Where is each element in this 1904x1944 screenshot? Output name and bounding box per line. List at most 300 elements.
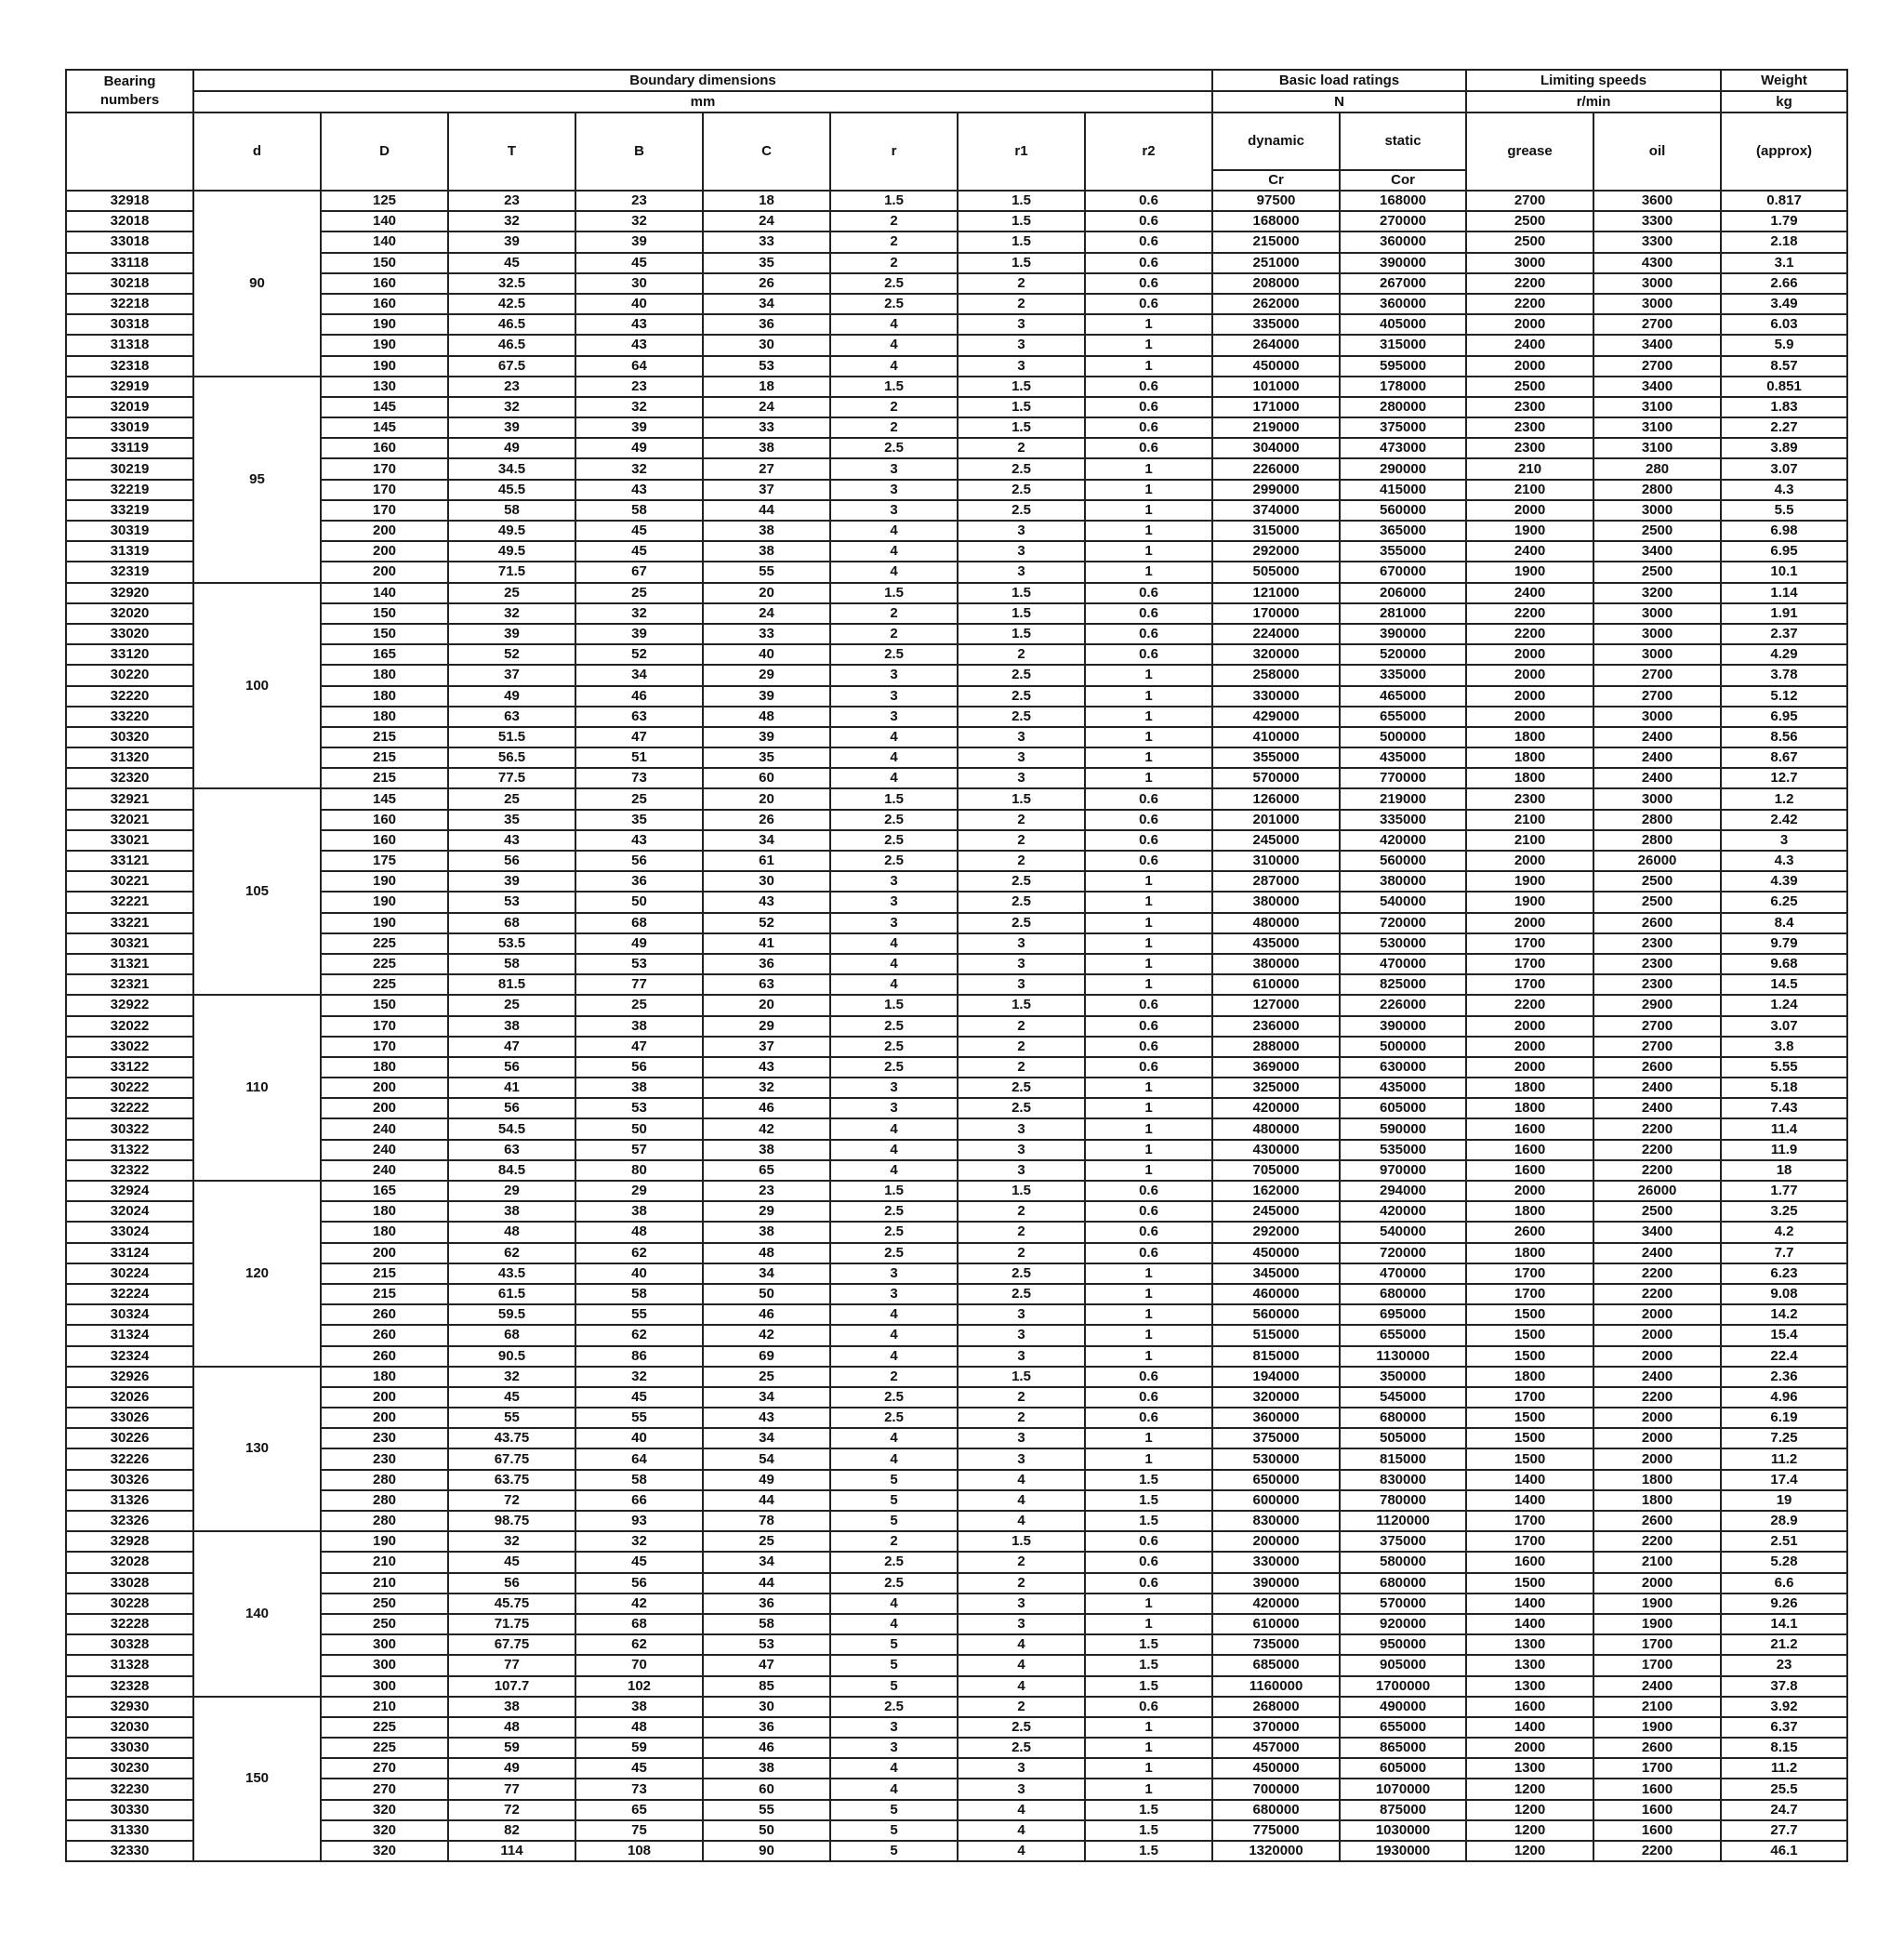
- table-cell: 685000: [1212, 1655, 1340, 1675]
- table-cell: 2400: [1593, 727, 1721, 747]
- table-cell: 5.55: [1721, 1057, 1847, 1078]
- table-cell: 4: [830, 1614, 958, 1634]
- table-cell: 45: [448, 1552, 575, 1572]
- table-cell: 4: [830, 1325, 958, 1345]
- table-cell: 178000: [1340, 377, 1466, 397]
- table-cell: 4: [958, 1490, 1085, 1511]
- bearing-number-cell: 33026: [66, 1408, 193, 1428]
- table-cell: 3: [830, 1078, 958, 1098]
- table-cell: 170: [321, 480, 448, 500]
- table-cell: 67.75: [448, 1448, 575, 1469]
- bearing-number-cell: 33028: [66, 1573, 193, 1594]
- table-cell: 1.5: [830, 995, 958, 1015]
- table-cell: 2400: [1466, 335, 1593, 355]
- table-cell: 215: [321, 768, 448, 788]
- table-cell: 3.1: [1721, 253, 1847, 273]
- table-cell: 1.5: [1085, 1490, 1212, 1511]
- header-limiting-speeds: Limiting speeds: [1466, 70, 1721, 91]
- bearing-number-cell: 33219: [66, 500, 193, 521]
- table-cell: 1.2: [1721, 788, 1847, 809]
- header-cr: Cr: [1212, 170, 1340, 191]
- table-cell: 59: [448, 1738, 575, 1758]
- table-cell: 48: [448, 1717, 575, 1738]
- table-cell: 3: [830, 1717, 958, 1738]
- table-cell: 2000: [1466, 500, 1593, 521]
- table-cell: 14.1: [1721, 1614, 1847, 1634]
- table-cell: 20: [703, 788, 830, 809]
- table-cell: 2.5: [830, 294, 958, 314]
- table-cell: 260: [321, 1346, 448, 1367]
- table-cell: 1.91: [1721, 603, 1847, 624]
- table-row: [66, 1387, 1847, 1408]
- table-cell: 3: [958, 933, 1085, 954]
- table-cell: 2.5: [830, 1243, 958, 1263]
- table-cell: 2.5: [830, 1573, 958, 1594]
- table-cell: 610000: [1212, 974, 1340, 995]
- table-cell: 32: [575, 458, 703, 479]
- table-cell: 3: [830, 871, 958, 892]
- table-row: [66, 851, 1847, 871]
- table-cell: 5.5: [1721, 500, 1847, 521]
- table-cell: 2000: [1466, 707, 1593, 727]
- table-cell: 55: [575, 1408, 703, 1428]
- table-cell: 26000: [1593, 851, 1721, 871]
- table-cell: 49.5: [448, 541, 575, 562]
- table-cell: 1: [1085, 1098, 1212, 1118]
- header-approx: (approx): [1721, 112, 1847, 191]
- table-cell: 2000: [1466, 665, 1593, 685]
- table-cell: 369000: [1212, 1057, 1340, 1078]
- table-cell: 3: [958, 314, 1085, 335]
- table-cell: 3000: [1593, 707, 1721, 727]
- table-cell: 1200: [1466, 1800, 1593, 1820]
- table-cell: 3400: [1593, 1222, 1721, 1242]
- header-grease: grease: [1466, 112, 1593, 191]
- table-cell: 44: [703, 500, 830, 521]
- table-cell: 1.5: [958, 231, 1085, 252]
- table-cell: 2.5: [830, 1037, 958, 1057]
- table-row: [66, 1841, 1847, 1861]
- table-cell: 140: [321, 583, 448, 603]
- table-cell: 4: [958, 1676, 1085, 1697]
- table-cell: 0.6: [1085, 211, 1212, 231]
- table-cell: 145: [321, 397, 448, 417]
- table-cell: 171000: [1212, 397, 1340, 417]
- table-cell: 780000: [1340, 1490, 1466, 1511]
- table-cell: 6.37: [1721, 1717, 1847, 1738]
- table-cell: 2: [958, 1037, 1085, 1057]
- table-cell: 1120000: [1340, 1511, 1466, 1531]
- table-cell: 2.5: [830, 1222, 958, 1242]
- table-cell: 5.12: [1721, 686, 1847, 707]
- table-cell: 38: [703, 541, 830, 562]
- table-cell: 70: [575, 1655, 703, 1675]
- table-cell: 25: [703, 1531, 830, 1552]
- table-cell: 5: [830, 1841, 958, 1861]
- bearing-number-cell: 32222: [66, 1098, 193, 1118]
- table-cell: 610000: [1212, 1614, 1340, 1634]
- table-cell: 114: [448, 1841, 575, 1861]
- table-cell: 43.5: [448, 1263, 575, 1284]
- table-cell: 380000: [1212, 892, 1340, 912]
- table-cell: 680000: [1340, 1573, 1466, 1594]
- table-cell: 35: [575, 810, 703, 830]
- table-row: [66, 1738, 1847, 1758]
- table-cell: 1700: [1466, 1387, 1593, 1408]
- table-cell: 1700: [1466, 954, 1593, 974]
- header-cor: Cor: [1340, 170, 1466, 191]
- table-cell: 770000: [1340, 768, 1466, 788]
- table-row: [66, 830, 1847, 851]
- table-cell: 53.5: [448, 933, 575, 954]
- table-cell: 390000: [1340, 1016, 1466, 1037]
- bearing-number-cell: 31324: [66, 1325, 193, 1345]
- table-cell: 90.5: [448, 1346, 575, 1367]
- table-cell: 415000: [1340, 480, 1466, 500]
- table-cell: 250: [321, 1614, 448, 1634]
- table-cell: 32: [575, 1367, 703, 1387]
- table-cell: 168000: [1340, 191, 1466, 211]
- table-cell: 224000: [1212, 624, 1340, 644]
- table-cell: 8.15: [1721, 1738, 1847, 1758]
- table-cell: 2600: [1593, 1511, 1721, 1531]
- table-cell: 2200: [1593, 1140, 1721, 1160]
- table-cell: 7.25: [1721, 1428, 1847, 1448]
- table-cell: 1800: [1466, 1201, 1593, 1222]
- bore-diameter-cell: 95: [193, 377, 321, 583]
- table-cell: 1.5: [958, 397, 1085, 417]
- table-cell: 1500: [1466, 1346, 1593, 1367]
- table-cell: 3000: [1593, 788, 1721, 809]
- table-row: [66, 747, 1847, 768]
- table-cell: 4: [830, 933, 958, 954]
- table-cell: 530000: [1340, 933, 1466, 954]
- table-row: [66, 1057, 1847, 1078]
- table-cell: 45: [448, 1387, 575, 1408]
- table-cell: 108: [575, 1841, 703, 1861]
- table-cell: 4.39: [1721, 871, 1847, 892]
- table-row: [66, 1531, 1847, 1552]
- table-cell: 1.83: [1721, 397, 1847, 417]
- table-cell: 20: [703, 583, 830, 603]
- table-row: [66, 562, 1847, 582]
- table-cell: 3: [958, 1758, 1085, 1779]
- table-cell: 720000: [1340, 1243, 1466, 1263]
- table-cell: 1: [1085, 1140, 1212, 1160]
- table-cell: 4: [830, 541, 958, 562]
- bearing-number-cell: 32220: [66, 686, 193, 707]
- table-cell: 3400: [1593, 541, 1721, 562]
- table-cell: 515000: [1212, 1325, 1340, 1345]
- bearing-number-cell: 33022: [66, 1037, 193, 1057]
- table-cell: 2100: [1593, 1697, 1721, 1717]
- table-cell: 1500: [1466, 1408, 1593, 1428]
- table-cell: 2000: [1593, 1304, 1721, 1325]
- table-row: [66, 1614, 1847, 1634]
- table-row: [66, 273, 1847, 294]
- table-cell: 48: [448, 1222, 575, 1242]
- table-cell: 3.49: [1721, 294, 1847, 314]
- table-cell: 380000: [1340, 871, 1466, 892]
- table-cell: 0.6: [1085, 231, 1212, 252]
- table-cell: 200: [321, 521, 448, 541]
- table-cell: 11.2: [1721, 1448, 1847, 1469]
- table-cell: 1600: [1593, 1800, 1721, 1820]
- table-cell: 2: [958, 1201, 1085, 1222]
- table-cell: 47: [575, 1037, 703, 1057]
- table-cell: 5: [830, 1655, 958, 1675]
- table-cell: 3: [830, 500, 958, 521]
- bearing-number-cell: 30326: [66, 1470, 193, 1490]
- table-cell: 0.6: [1085, 1201, 1212, 1222]
- table-cell: 18: [703, 377, 830, 397]
- table-cell: 1: [1085, 500, 1212, 521]
- table-cell: 201000: [1212, 810, 1340, 830]
- table-cell: 281000: [1340, 603, 1466, 624]
- table-row: [66, 1078, 1847, 1098]
- table-cell: 2000: [1466, 1016, 1593, 1037]
- table-cell: 48: [575, 1222, 703, 1242]
- table-cell: 1400: [1466, 1594, 1593, 1614]
- table-cell: 1600: [1466, 1118, 1593, 1139]
- table-cell: 32: [575, 1531, 703, 1552]
- table-cell: 268000: [1212, 1697, 1340, 1717]
- bearing-number-cell: 32224: [66, 1284, 193, 1304]
- table-cell: 2500: [1466, 231, 1593, 252]
- table-cell: 12.7: [1721, 768, 1847, 788]
- table-cell: 0.6: [1085, 1408, 1212, 1428]
- table-row: [66, 521, 1847, 541]
- table-cell: 595000: [1340, 356, 1466, 377]
- table-cell: 34: [703, 1428, 830, 1448]
- bearing-number-cell: 32919: [66, 377, 193, 397]
- table-cell: 43.75: [448, 1428, 575, 1448]
- table-cell: 210: [321, 1552, 448, 1572]
- table-cell: 4: [830, 1304, 958, 1325]
- table-cell: 2600: [1593, 1738, 1721, 1758]
- table-row: [66, 1243, 1847, 1263]
- table-cell: 28.9: [1721, 1511, 1847, 1531]
- table-cell: 1700: [1466, 1531, 1593, 1552]
- table-cell: 2400: [1466, 541, 1593, 562]
- table-cell: 3300: [1593, 211, 1721, 231]
- table-cell: 335000: [1340, 810, 1466, 830]
- table-cell: 430000: [1212, 1140, 1340, 1160]
- table-cell: 3: [830, 1098, 958, 1118]
- table-cell: 39: [448, 871, 575, 892]
- table-cell: 49: [703, 1470, 830, 1490]
- table-cell: 2200: [1593, 1387, 1721, 1408]
- table-cell: 2: [830, 603, 958, 624]
- bore-diameter-cell: 100: [193, 583, 321, 789]
- table-cell: 3.89: [1721, 438, 1847, 458]
- bearing-number-cell: 32320: [66, 768, 193, 788]
- table-cell: 0.6: [1085, 397, 1212, 417]
- table-cell: 505000: [1212, 562, 1340, 582]
- table-cell: 1.5: [958, 211, 1085, 231]
- table-cell: 1700000: [1340, 1676, 1466, 1697]
- table-cell: 5.28: [1721, 1552, 1847, 1572]
- table-cell: 2400: [1593, 747, 1721, 768]
- bearing-number-cell: 32328: [66, 1676, 193, 1697]
- table-cell: 264000: [1212, 335, 1340, 355]
- table-cell: 180: [321, 1201, 448, 1222]
- table-cell: 304000: [1212, 438, 1340, 458]
- table-cell: 25: [575, 788, 703, 809]
- table-cell: 1: [1085, 1325, 1212, 1345]
- bearing-number-cell: 32218: [66, 294, 193, 314]
- table-cell: 380000: [1212, 954, 1340, 974]
- table-cell: 2.5: [958, 458, 1085, 479]
- table-cell: 9.26: [1721, 1594, 1847, 1614]
- bearing-number-cell: 33121: [66, 851, 193, 871]
- bearing-number-cell: 32922: [66, 995, 193, 1015]
- table-cell: 53: [575, 954, 703, 974]
- table-cell: 62: [448, 1243, 575, 1263]
- bearing-number-cell: 32321: [66, 974, 193, 995]
- table-cell: 1700: [1466, 1284, 1593, 1304]
- bearing-number-cell: 33018: [66, 231, 193, 252]
- table-row: [66, 335, 1847, 355]
- table-cell: 46: [575, 686, 703, 707]
- table-cell: 695000: [1340, 1304, 1466, 1325]
- table-cell: 2000: [1466, 851, 1593, 871]
- table-cell: 32: [448, 1531, 575, 1552]
- table-cell: 1.5: [958, 624, 1085, 644]
- table-cell: 2.27: [1721, 417, 1847, 438]
- table-cell: 225: [321, 933, 448, 954]
- table-cell: 47: [575, 727, 703, 747]
- table-cell: 26: [703, 810, 830, 830]
- table-cell: 2000: [1593, 1346, 1721, 1367]
- table-cell: 180: [321, 665, 448, 685]
- table-cell: 1.5: [1085, 1820, 1212, 1841]
- table-cell: 1: [1085, 933, 1212, 954]
- table-cell: 10.1: [1721, 562, 1847, 582]
- table-cell: 30: [703, 335, 830, 355]
- table-cell: 3000: [1593, 644, 1721, 665]
- table-cell: 84.5: [448, 1160, 575, 1181]
- table-cell: 37: [703, 480, 830, 500]
- table-cell: 45.5: [448, 480, 575, 500]
- table-row: [66, 231, 1847, 252]
- table-cell: 1.5: [1085, 1470, 1212, 1490]
- table-cell: 1500: [1466, 1428, 1593, 1448]
- table-cell: 0.6: [1085, 273, 1212, 294]
- table-cell: 650000: [1212, 1470, 1340, 1490]
- table-cell: 320: [321, 1820, 448, 1841]
- table-cell: 2500: [1593, 871, 1721, 892]
- table-cell: 32: [448, 397, 575, 417]
- bearing-number-cell: 32230: [66, 1779, 193, 1799]
- table-row: [66, 1490, 1847, 1511]
- table-cell: 3.07: [1721, 1016, 1847, 1037]
- table-cell: 3: [958, 1304, 1085, 1325]
- table-cell: 215: [321, 1284, 448, 1304]
- bearing-number-cell: 32324: [66, 1346, 193, 1367]
- table-cell: 45: [575, 1758, 703, 1779]
- table-cell: 17.4: [1721, 1470, 1847, 1490]
- table-cell: 3: [958, 768, 1085, 788]
- table-cell: 3600: [1593, 191, 1721, 211]
- table-cell: 3: [830, 913, 958, 933]
- bearing-number-cell: 32330: [66, 1841, 193, 1861]
- table-cell: 190: [321, 356, 448, 377]
- table-cell: 300: [321, 1634, 448, 1655]
- table-cell: 655000: [1340, 1325, 1466, 1345]
- table-cell: 2.5: [958, 480, 1085, 500]
- table-cell: 2.5: [830, 1057, 958, 1078]
- header-bearing-line1: Bearing: [103, 73, 156, 89]
- table-cell: 55: [703, 1800, 830, 1820]
- table-cell: 29: [703, 1201, 830, 1222]
- table-cell: 1.5: [830, 583, 958, 603]
- table-cell: 200: [321, 1387, 448, 1408]
- table-cell: 219000: [1340, 788, 1466, 809]
- table-cell: 375000: [1340, 417, 1466, 438]
- table-cell: 1: [1085, 314, 1212, 335]
- table-row: [66, 707, 1847, 727]
- table-cell: 145: [321, 417, 448, 438]
- table-cell: 162000: [1212, 1181, 1340, 1201]
- table-cell: 68: [575, 913, 703, 933]
- table-cell: 2.66: [1721, 273, 1847, 294]
- table-cell: 3: [830, 665, 958, 685]
- table-cell: 225: [321, 1738, 448, 1758]
- bore-diameter-cell: 120: [193, 1181, 321, 1367]
- table-cell: 215: [321, 727, 448, 747]
- table-cell: 3: [958, 1594, 1085, 1614]
- table-cell: 47: [448, 1037, 575, 1057]
- table-cell: 46.1: [1721, 1841, 1847, 1861]
- table-cell: 1: [1085, 913, 1212, 933]
- table-cell: 2.5: [830, 830, 958, 851]
- table-cell: 3.8: [1721, 1037, 1847, 1057]
- table-cell: 1: [1085, 1428, 1212, 1448]
- header-col-T: T: [448, 112, 575, 191]
- table-cell: 2100: [1593, 1552, 1721, 1572]
- table-cell: 3: [830, 686, 958, 707]
- table-cell: 49: [448, 1758, 575, 1779]
- table-cell: 0.6: [1085, 1181, 1212, 1201]
- table-cell: 33: [703, 231, 830, 252]
- table-cell: 4: [830, 314, 958, 335]
- table-body: [66, 191, 1847, 1861]
- table-cell: 11.2: [1721, 1758, 1847, 1779]
- bearing-number-cell: 32918: [66, 191, 193, 211]
- table-cell: 2000: [1466, 913, 1593, 933]
- table-row: [66, 458, 1847, 479]
- table-cell: 2200: [1593, 1160, 1721, 1181]
- table-cell: 1.14: [1721, 583, 1847, 603]
- table-cell: 77: [448, 1779, 575, 1799]
- table-cell: 2700: [1593, 356, 1721, 377]
- bearing-number-cell: 33221: [66, 913, 193, 933]
- table-cell: 1.77: [1721, 1181, 1847, 1201]
- table-cell: 41: [448, 1078, 575, 1098]
- table-cell: 315000: [1212, 521, 1340, 541]
- table-cell: 360000: [1212, 1408, 1340, 1428]
- table-cell: 292000: [1212, 541, 1340, 562]
- table-cell: 5: [830, 1800, 958, 1820]
- table-cell: 34: [703, 1263, 830, 1284]
- table-cell: 4: [830, 356, 958, 377]
- table-cell: 2500: [1466, 211, 1593, 231]
- table-cell: 32: [575, 603, 703, 624]
- table-cell: 1400: [1466, 1470, 1593, 1490]
- table-row: [66, 1634, 1847, 1655]
- table-cell: 41: [703, 933, 830, 954]
